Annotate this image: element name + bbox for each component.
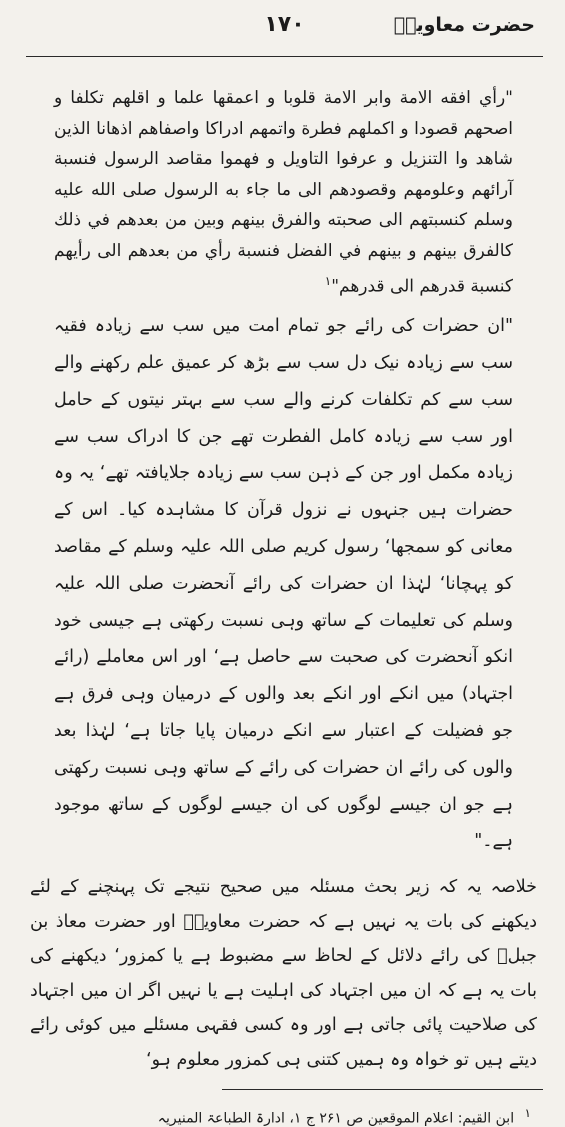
footnote-text: ابن القیم: اعلام الموقعین ص ۲۶۱ ج ۱، ادارۃ الطباعۃ المنیریہ: [157, 1110, 515, 1127]
urdu-translation-text: "ان حضرات کی رائے جو تمام امت میں سب سے زیادہ فقیہ سب سے زیادہ نیک دل سب سے بڑھ کر عمیق علم رکھنے والے سب سے کم تکلفات کرنے والے سب سے بہتر نیتوں کے حامل اور سب سے زیادہ کامل الفطرت تھے جن کا ادراک سب سے زیادہ مکمل اور جن کے ذہن سب سے زیادہ جلایافتہ تھے‘ یہ وہ حضرات ہیں جنہوں نے نزول قرآن کا مشاہدہ کیا۔ اس کے معانی کو سمجھا‘ رسول کریم صلی اللہ علیہ وسلم کے مقاصد کو پہچانا‘ لہٰذا ان حضرات کی رائے آنحضرت صلی اللہ علیہ وسلم کی تعلیمات کے ساتھ وہی نسبت رکھتی ہے جیسی خود انکو آنحضرت کی صحبت سے حاصل ہے‘ اور اس معاملے (رائے اجتہاد) میں انکے اور انکے بعد والوں کے درمیان وہی فرق ہے جو فضیلت کے اعتبار سے انکے درمیان پایا جاتا ہے‘ لہٰذا بعد والوں کی رائے ان حضرات کی رائے کے ساتھ وہی نسبت رکھتی ہے جو ان جیسے لوگوں کی ان جیسے لوگوں کے ساتھ موجود ہے۔": [54, 316, 513, 852]
urdu-translation-block: [26, 308, 543, 860]
footnote: [26, 1106, 543, 1127]
footnote-number: ۱: [524, 1106, 531, 1121]
running-title: حضرت معاویہؓ: [393, 14, 535, 36]
summary-text: خلاصہ یہ کہ زیر بحث مسئلہ میں صحیح نتیجے تک پہنچنے کے لئے دیکھنے کی بات یہ نہیں ہے کہ حضرت معاویہؓ اور حضرت معاذ بن جبلؓ کی رائے دلائل کے لحاظ سے مضبوط ہے یا کمزور‘ دیکھنے کی بات یہ ہے کہ ان میں اجتہاد کی اہلیت ہے یا نہیں اگر ان میں اجتہاد کی صلاحیت پائی جاتی ہے اور وہ کسی فقہی مسئلے میں کوئی رائے دیتے ہیں تو خواہ وہ ہمیں کتنی ہی کمزور معلوم ہو‘: [30, 877, 537, 1070]
arabic-quote-paragraph: [54, 83, 513, 302]
page-header: [26, 0, 543, 57]
arabic-quote-block: [26, 83, 543, 302]
page-body: [26, 57, 543, 1127]
footnote-marker: ۱: [324, 274, 332, 288]
arabic-quote-text: "رأي افقه الامة وابر الامة قلوبا و اعمقها علما و اقلهم تكلفا و اصحهم قصودا و اكملهم فطرة واتمهم ادراكا واصفاهم اذهانا الذين شاهد وا التنزيل و عرفوا التاويل و فهموا مقاصد الرسول فنسبة آرائهم وعلومهم وقصودهم الى ما جاء به الرسول صلى الله عليه وسلم كنسبتهم الى صحبته والفرق بينهم وبين من بعدهم في ذلك كالفرق بينهم و بينهم في الفضل فنسبة رأي من بعدهم الى رأيهم كنسبة قدرهم الى قدرهم": [54, 88, 513, 297]
page-number: ۱۷۰: [264, 12, 305, 37]
summary-block: [26, 870, 543, 1077]
footnote-divider: [222, 1089, 543, 1090]
